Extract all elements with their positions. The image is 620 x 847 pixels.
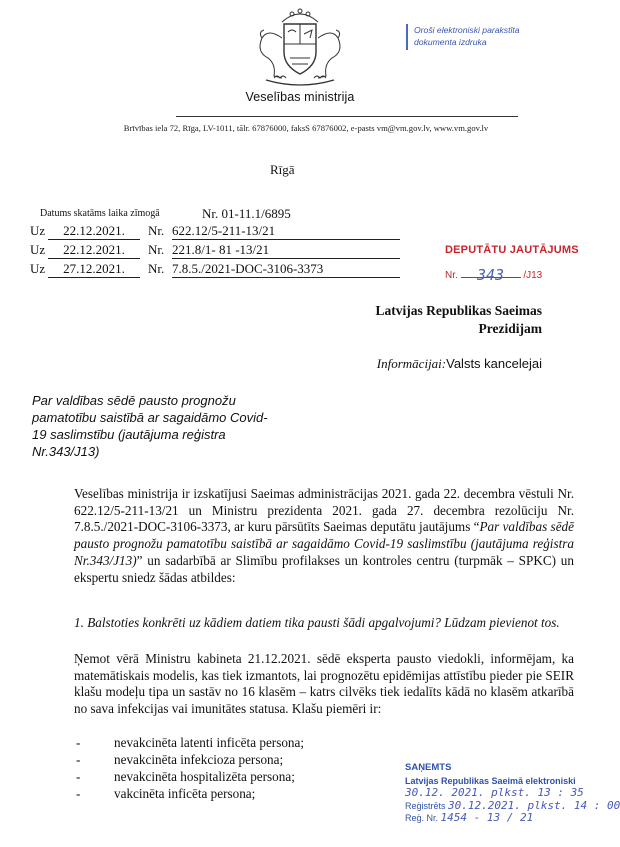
paragraph-1 (74, 486, 574, 586)
paragraph-2: Ņemot vērā Ministru kabineta 21.12.2021. sēdē eksperta pausto viedokli, informējam, ka matemātiskais modelis, kas tiek izmantots, lai prognozētu epidēmijas attīstību pieder pie SEIR klašu modeļu tipa un sastāv no 16 klasēm – katrs cilvēks tiek iedalīts kādā no klasēm atkarībā no sava infekcijas vai imunitātes statusa. Klašu piemēri ir: (74, 651, 574, 717)
recipient-line1: Latvijas Republikas Saeimas (375, 303, 542, 318)
ref-date: 27.12.2021. (48, 261, 140, 278)
received-stamp (405, 762, 620, 842)
deputy-stamp-title: DEPUTĀTU JAUTĀJUMS (445, 244, 579, 256)
header-divider (176, 116, 518, 117)
ref-date: 22.12.2021. (48, 242, 140, 259)
ministry-name: Veselības ministrija (245, 90, 355, 104)
ref-number: 7.8.5./2021-DOC-3106-3373 (172, 261, 400, 278)
received-subtitle: Latvijas Republikas Saeimā elektroniski (405, 775, 576, 786)
deputy-stamp-nr: Nr. (445, 270, 458, 281)
ref-nr: Nr. (148, 223, 165, 238)
ministry-address: Brīvības iela 72, Rīga, LV-1011, tālr. 67876000, faksS 67876002, e-pasts vm@vm.gov.lv, www.vm.gov.lv (123, 123, 489, 133)
list-item-text: nevakcinēta latenti inficēta persona; (114, 735, 305, 750)
list-item (74, 734, 304, 751)
list-dash: - (76, 769, 81, 784)
e-signature-line2: dokumenta izdruka (414, 37, 487, 47)
e-signature-stamp (406, 24, 574, 50)
list-item (74, 751, 304, 768)
ref-number: 221.8/1- 81 -13/21 (172, 242, 400, 259)
list-item-text: vakcinēta inficēta persona; (114, 786, 256, 801)
list-dash: - (76, 752, 81, 767)
city: Rīgā (270, 162, 295, 177)
recipient-line2: Prezidijam (478, 321, 542, 336)
deputy-stamp-suffix: /J13 (523, 270, 543, 281)
info-copy (377, 356, 542, 372)
deputy-question-stamp (445, 244, 579, 288)
list-item (74, 785, 304, 802)
ref-date: 22.12.2021. (48, 223, 140, 240)
paragraph-1-text-a: Veselības ministrija ir izskatījusi Saeimas administrācijas 2021. gada 22. decembra vēstuli Nr. 622.12/5-211-13/21 un Ministru prezidenta 2021. gada 27. decembra rezolūciju Nr. 7.8.5./2021-DOC-3106-3373, ar kuru pārsūtīts Saeimas deputātu jautājums “ (74, 486, 574, 535)
class-examples-list (74, 734, 304, 802)
date-label: Datums skatāms laika zīmogā (40, 208, 160, 219)
received-datetime: 30.12. 2021. plkst. 13 : 35 (405, 786, 584, 799)
registered-label: Reģistrēts (405, 800, 446, 811)
received-title: SAŅEMTS (405, 762, 452, 773)
list-item-text: nevakcinēta hospitalizēta persona; (114, 769, 295, 784)
ref-number: 622.12/5-211-13/21 (172, 223, 400, 240)
outgoing-number: Nr. 01-11.1/6895 (202, 206, 291, 221)
e-signature-line1: Oroši elektroniski parakstīta (414, 25, 520, 35)
ref-uz: Uz (30, 261, 46, 276)
reg-number-label: Reģ. Nr. (405, 813, 439, 823)
info-label: Informācijai: (376, 356, 447, 371)
question-1: 1. Balstoties konkrēti uz kādiem datiem tika pausti šādi apgalvojumi? Lūdzam pievienot tos. (74, 615, 560, 630)
list-dash: - (76, 786, 81, 801)
list-dash: - (76, 735, 81, 750)
list-item (74, 768, 304, 785)
paragraph-1-quote: Par valdības sēdē pausto prognožu pamatotību saistībā ar sagaidāmo Covid-19 saslimstību (jautājuma reģistra Nr.343/J13) (74, 519, 574, 568)
registered-datetime: 30.12.2021. plkst. 14 : 00 (448, 798, 620, 812)
info-value: Valsts kancelejai (446, 356, 542, 371)
list-item-text: nevakcinēta infekcioza persona; (114, 752, 284, 767)
coat-of-arms-logo (246, 8, 354, 88)
ref-nr: Nr. (148, 242, 165, 257)
ref-uz: Uz (30, 223, 46, 238)
deputy-stamp-handwritten-number: 343 (477, 266, 505, 284)
recipient (375, 302, 542, 338)
ref-uz: Uz (30, 242, 46, 257)
reg-number: 1454 - 13 / 21 (440, 811, 534, 824)
ref-nr: Nr. (148, 261, 165, 276)
paragraph-1-text-b: ” un sadarbībā ar Slimību profilakses un kontroles centru (turpmāk – SPKC) un ekspertu sniedz šādas atbildes: (74, 552, 574, 585)
subject: Par valdības sēdē pausto prognožu pamatotību saistībā ar sagaidāmo Covid-19 saslimstību (jautājuma reģistra Nr.343/J13) (32, 393, 268, 459)
